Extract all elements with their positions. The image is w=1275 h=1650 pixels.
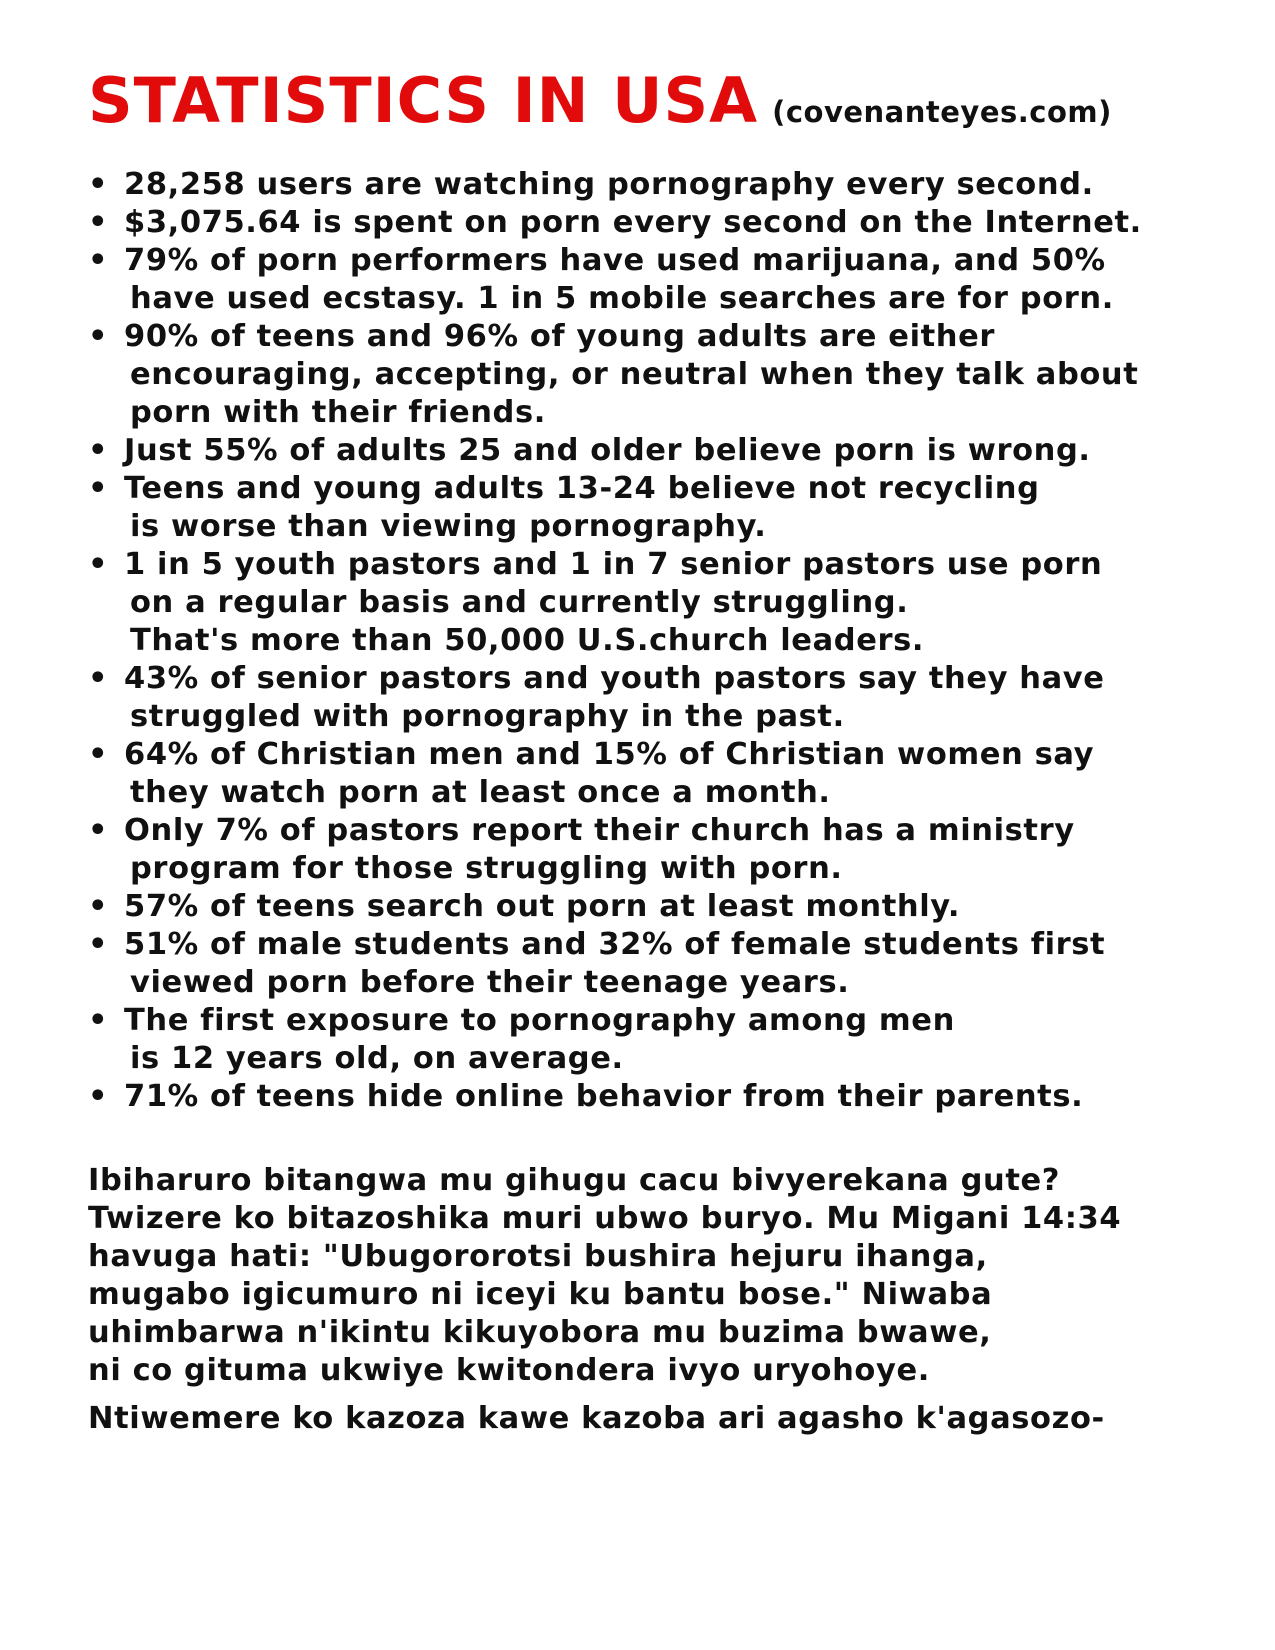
statistic-item <box>88 432 1228 470</box>
closing-line: Ibiharuro bitangwa mu gihugu cacu bivyerekana gute? <box>88 1163 1061 1198</box>
statistic-item <box>88 242 1228 318</box>
statistic-line: • 79% of porn performers have used marijuana, and 50% <box>124 243 1106 278</box>
header <box>88 64 1228 137</box>
final-line: Ntiwemere ko kazoza kawe kazoba ari agasho k'agasozo- <box>88 1401 1105 1436</box>
statistic-line: have used ecstasy. 1 in 5 mobile searches are for porn. <box>130 281 1114 316</box>
statistic-item <box>88 166 1228 204</box>
statistic-item <box>88 204 1228 242</box>
statistic-line: they watch porn at least once a month. <box>130 775 831 810</box>
statistic-line: porn with their friends. <box>130 395 546 430</box>
statistic-line: is 12 years old, on average. <box>130 1041 624 1076</box>
statistic-line: • 64% of Christian men and 15% of Christian women say <box>124 737 1095 772</box>
statistic-item <box>88 318 1228 432</box>
document-page <box>88 64 1228 1438</box>
statistic-line: • Just 55% of adults 25 and older believe porn is wrong. <box>124 433 1091 468</box>
statistic-line: • The first exposure to pornography among men <box>124 1003 955 1038</box>
statistic-item <box>88 1078 1228 1116</box>
statistic-line: • 90% of teens and 96% of young adults are either <box>124 319 996 354</box>
statistic-item <box>88 1002 1228 1078</box>
closing-line: ni co gituma ukwiye kwitondera ivyo uryohoye. <box>88 1353 930 1388</box>
closing-line: havuga hati: "Ubugororotsi bushira hejuru ihanga, <box>88 1239 988 1274</box>
statistic-line: program for those struggling with porn. <box>130 851 843 886</box>
closing-line: mugabo igicumuro ni iceyi ku bantu bose." Niwaba <box>88 1277 993 1312</box>
closing-line: uhimbarwa n'ikintu kikuyobora mu buzima bwawe, <box>88 1315 992 1350</box>
statistic-line: • 57% of teens search out porn at least monthly. <box>124 889 961 924</box>
statistic-line: • Teens and young adults 13-24 believe not recycling <box>124 471 1040 506</box>
statistic-line: • 43% of senior pastors and youth pastors say they have <box>124 661 1105 696</box>
statistic-item <box>88 546 1228 660</box>
statistic-line: is worse than viewing pornography. <box>130 509 767 544</box>
statistic-line: on a regular basis and currently struggling. <box>130 585 909 620</box>
statistic-line: • $3,075.64 is spent on porn every second on the Internet. <box>124 205 1142 240</box>
statistic-line: viewed porn before their teenage years. <box>130 965 850 1000</box>
statistic-item <box>88 736 1228 812</box>
statistic-item <box>88 660 1228 736</box>
statistic-line: • 51% of male students and 32% of female students first <box>124 927 1106 962</box>
statistic-line: struggled with pornography in the past. <box>130 699 845 734</box>
statistic-item <box>88 926 1228 1002</box>
statistics-list <box>88 166 1228 1116</box>
closing-paragraph <box>88 1162 1228 1390</box>
statistic-line: That's more than 50,000 U.S.church leaders. <box>130 623 925 658</box>
statistic-item <box>88 812 1228 888</box>
closing-line: Twizere ko bitazoshika muri ubwo buryo. Mu Migani 14:34 <box>88 1201 1122 1236</box>
statistic-line: • 1 in 5 youth pastors and 1 in 7 senior pastors use porn <box>124 547 1103 582</box>
statistic-item <box>88 888 1228 926</box>
statistic-line: • Only 7% of pastors report their church has a ministry <box>124 813 1075 848</box>
statistic-item <box>88 470 1228 546</box>
statistic-line: encouraging, accepting, or neutral when they talk about <box>130 357 1139 392</box>
statistic-line: • 28,258 users are watching pornography every second. <box>124 167 1094 202</box>
source-label: (covenanteyes.com) <box>772 95 1112 129</box>
statistic-line: • 71% of teens hide online behavior from their parents. <box>124 1079 1084 1114</box>
page-title: STATISTICS IN USA <box>88 64 759 137</box>
